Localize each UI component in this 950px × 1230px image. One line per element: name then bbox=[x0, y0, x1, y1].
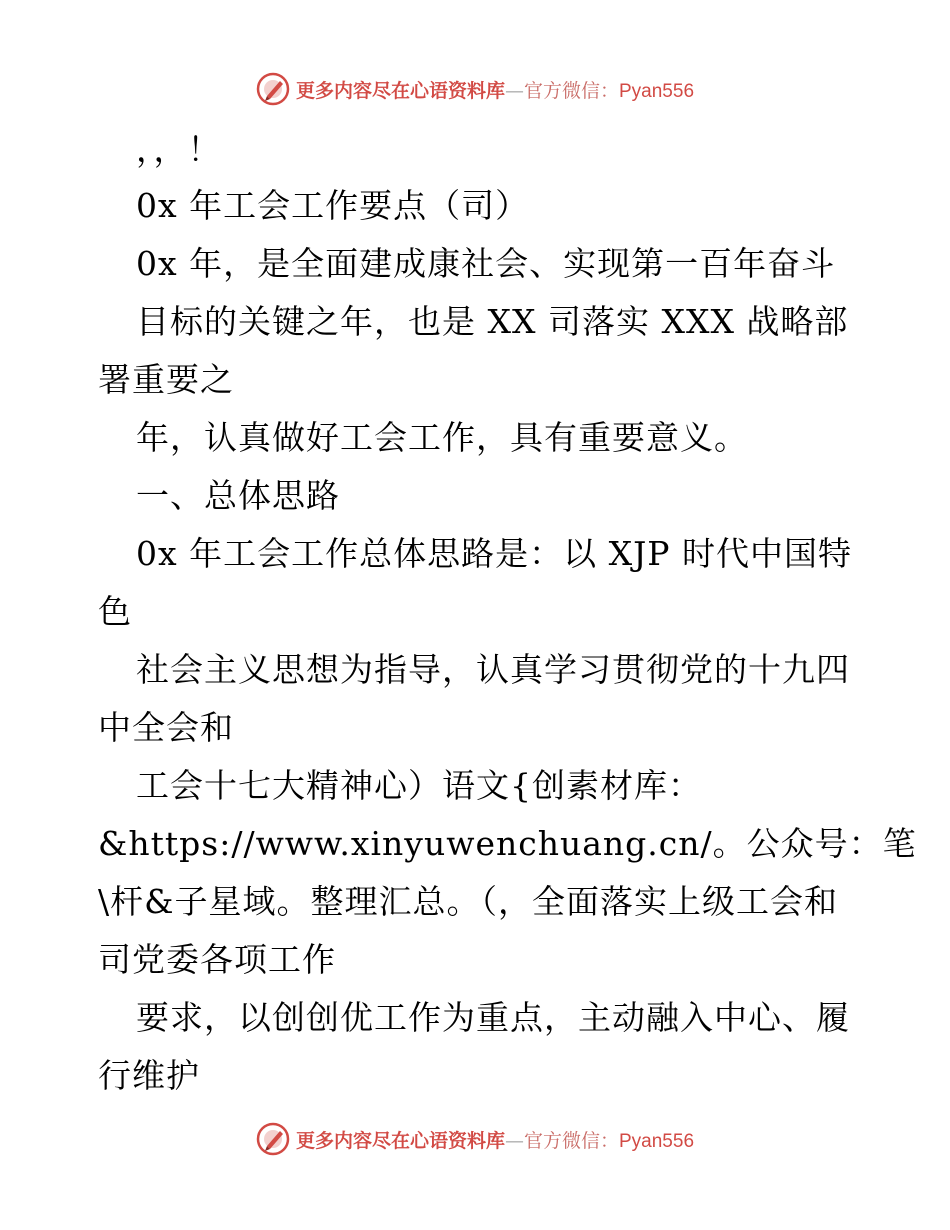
text-line-13: &https://www.xinyuwenchuang.cn/。公众号：笔 bbox=[98, 824, 917, 863]
text-line-9: 色 bbox=[98, 592, 132, 631]
pen-logo-icon bbox=[256, 1122, 290, 1156]
text-line-2: 0x 年工会工作要点（司） bbox=[136, 186, 530, 225]
text-line-4: 目标的关键之年，也是 XX 司落实 XXX 战略部 bbox=[136, 302, 849, 341]
text-line-15: 司党委各项工作 bbox=[98, 940, 336, 979]
text-line-10: 社会主义思想为指导，认真学习贯彻党的十九四 bbox=[136, 650, 850, 689]
watermark-dash: — bbox=[504, 79, 524, 102]
text-line-8: 0x 年工会工作总体思路是：以 XJP 时代中国特 bbox=[136, 534, 853, 573]
pen-logo-icon bbox=[256, 72, 290, 106]
text-line-16: 要求，以创创优工作为重点，主动融入中心、履 bbox=[136, 998, 850, 1037]
text-line-12: 工会十七大精神心）语文{创素材库： bbox=[136, 766, 702, 805]
text-line-3: 0x 年，是全面建成康社会、实现第一百年奋斗 bbox=[136, 244, 836, 283]
footer-watermark bbox=[0, 1122, 950, 1156]
text-line-7: 一、总体思路 bbox=[136, 476, 340, 515]
text-line-14: \杆&子星域。整理汇总。（，全面落实上级工会和 bbox=[98, 882, 838, 921]
text-line-6: 年，认真做好工会工作，具有重要意义。 bbox=[136, 418, 748, 457]
watermark-wechat-id: Pyan556 bbox=[619, 80, 695, 102]
text-line-17: 行维护 bbox=[98, 1056, 200, 1095]
watermark-dash: — bbox=[504, 1129, 524, 1152]
text-line-5: 署重要之 bbox=[98, 360, 234, 399]
text-line-1: ，，！ bbox=[136, 130, 222, 169]
watermark-wechat-id: Pyan556 bbox=[619, 1130, 695, 1152]
watermark-official-label: 官方微信： bbox=[523, 1129, 619, 1152]
header-watermark bbox=[0, 72, 950, 106]
watermark-brand: 更多内容尽在心语资料库 bbox=[295, 79, 505, 102]
text-line-11: 中全会和 bbox=[98, 708, 234, 747]
watermark-official-label: 官方微信： bbox=[523, 79, 619, 102]
watermark-brand: 更多内容尽在心语资料库 bbox=[295, 1129, 505, 1152]
